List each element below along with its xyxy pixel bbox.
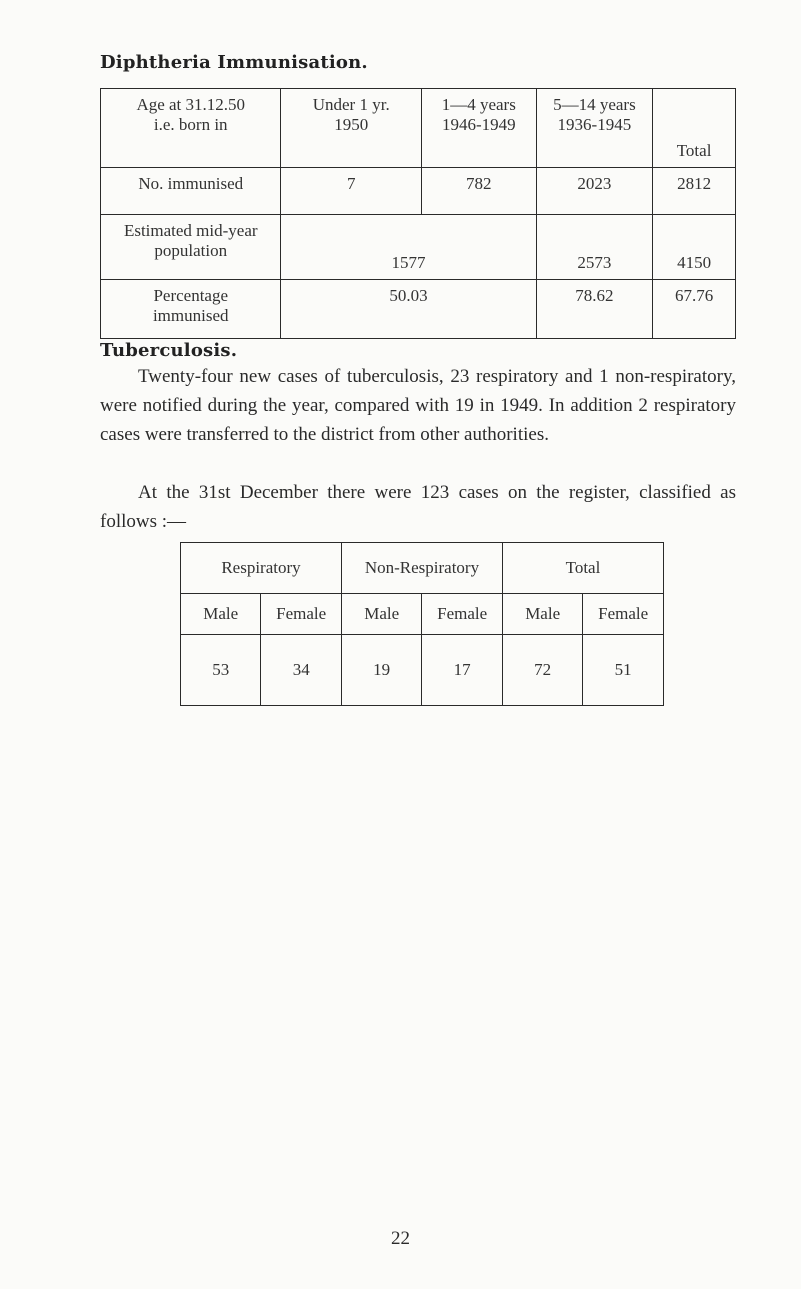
respiratory-male-header: Male [181,594,261,635]
total-female-header: Female [583,594,664,635]
age-header-line2: i.e. born in [153,115,228,134]
under1-header-cell [281,89,422,168]
tuberculosis-paragraph-2: At the 31st December there were 123 cases on the register, classified as follows :— [100,482,736,532]
non-respiratory-female-value: 17 [422,635,503,706]
immunised-label: No. immunised [101,168,281,215]
total-male-header: Male [502,594,582,635]
tuberculosis-paragraph-1: Twenty-four new cases of tuberculosis, 23 respiratory and 1 non-respiratory, were notified during the year, compared with 19 in 1949. In addition 2 respiratory cases were transferred to the district from other authorities. [100,366,736,445]
respiratory-female-header: Female [261,594,342,635]
total-female-value: 51 [583,635,664,706]
age1-4-header-cell [421,89,536,168]
age1-4-header-line1: 1—4 years [441,95,516,114]
table-row [101,215,736,280]
table-subheader-row [181,594,664,635]
percentage-under5: 50.03 [281,280,536,339]
table-row [101,168,736,215]
diphtheria-heading: Diphtheria Immunisation. [100,52,368,73]
tuberculosis-table [180,542,664,706]
immunised-under1: 7 [281,168,422,215]
age-header-line1: Age at 31.12.50 [136,95,246,114]
tuberculosis-heading: Tuberculosis. [100,340,238,361]
non-respiratory-female-header: Female [422,594,503,635]
total-male-value: 72 [502,635,582,706]
percentage-total: 67.76 [653,280,736,339]
population-label-line1: Estimated mid-year [123,221,258,240]
page-number: 22 [391,1228,410,1249]
respiratory-female-value: 34 [261,635,342,706]
age1-4-header-line2: 1946-1949 [441,115,516,134]
population-label [101,215,281,280]
non-respiratory-male-value: 19 [341,635,421,706]
under1-header-line2: 1950 [334,115,369,134]
table-row [101,280,736,339]
population-total: 4150 [653,215,736,280]
total-header-cell: Total [653,89,736,168]
age-header-cell [101,89,281,168]
table-header-row [101,89,736,168]
immunised-1-4: 782 [421,168,536,215]
population-label-line2: population [154,241,228,260]
total-header: Total [502,543,663,594]
respiratory-header: Respiratory [181,543,342,594]
table-row [181,635,664,706]
immunised-total: 2812 [653,168,736,215]
table-header-row [181,543,664,594]
percentage-label-line2: immunised [152,306,229,325]
age5-14-header-line2: 1936-1945 [557,115,632,134]
population-5-14: 2573 [536,215,653,280]
percentage-label-line1: Percentage [153,286,229,305]
immunisation-table [100,88,736,339]
non-respiratory-header: Non-Respiratory [341,543,502,594]
respiratory-male-value: 53 [181,635,261,706]
under1-header-line1: Under 1 yr. [312,95,390,114]
age5-14-header-line1: 5—14 years [553,95,636,114]
percentage-label [101,280,281,339]
percentage-5-14: 78.62 [536,280,653,339]
immunised-5-14: 2023 [536,168,653,215]
population-under5: 1577 [281,215,536,280]
age5-14-header-cell [536,89,653,168]
non-respiratory-male-header: Male [341,594,421,635]
